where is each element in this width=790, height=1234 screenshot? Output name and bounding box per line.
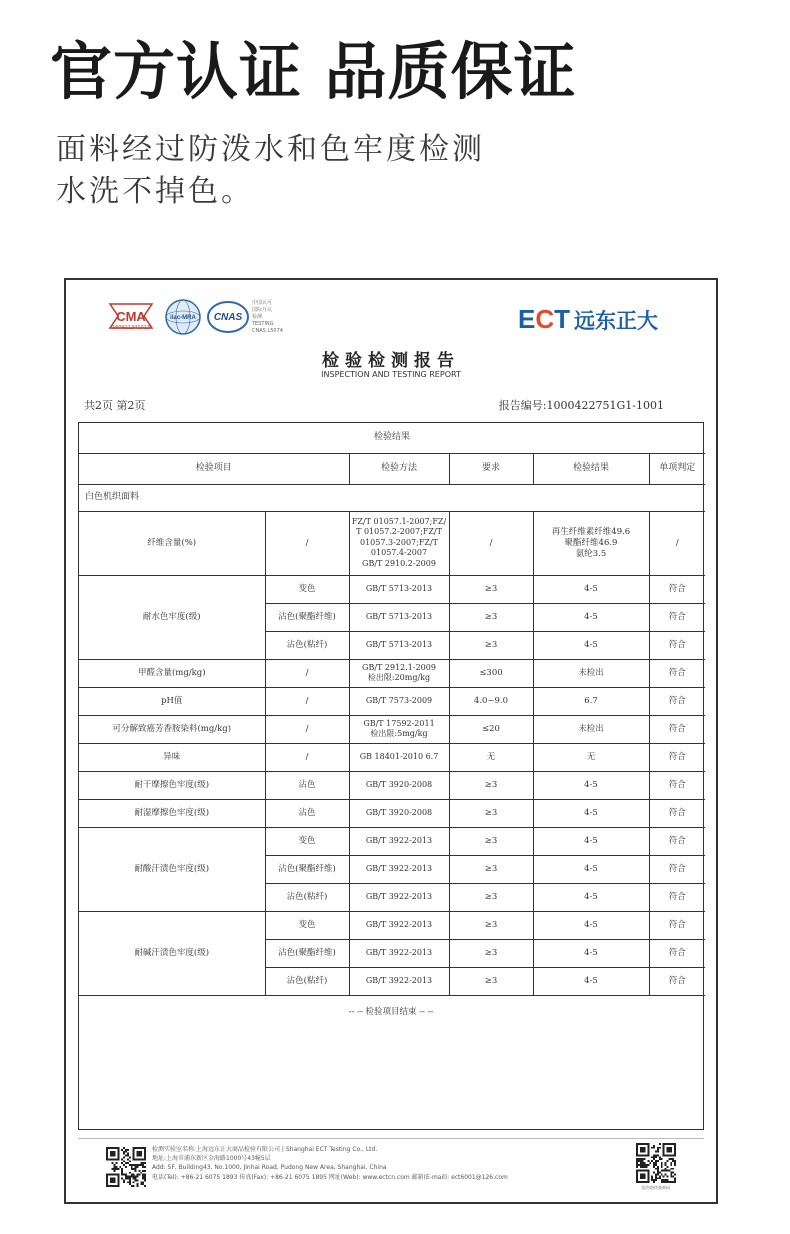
- header-method: 检验方法: [349, 453, 449, 484]
- sub-item-cell: /: [265, 511, 349, 575]
- requirement-cell: ≥3: [449, 883, 533, 911]
- lab-name-line: 检测实验室名称:上海远东正大商品检验有限公司 | Shanghai ECT Testing Co., Ltd.: [152, 1146, 378, 1153]
- result-cell: 4-5: [533, 939, 649, 967]
- sub-item-cell: 变色: [265, 827, 349, 855]
- results-table: [79, 423, 705, 996]
- section-title: 检验结果: [79, 423, 705, 453]
- result-cell: 6.7: [533, 687, 649, 715]
- cnas-logo-icon: [206, 298, 250, 336]
- headline: 官方认证 品质保证: [50, 35, 577, 108]
- requirement-cell: ≥3: [449, 799, 533, 827]
- verdict-cell: 符合: [649, 687, 705, 715]
- requirement-cell: ≥3: [449, 575, 533, 603]
- requirement-cell: ≥3: [449, 827, 533, 855]
- method-cell: GB/T 3922-2013: [349, 855, 449, 883]
- method-cell: GB 18401-2010 6.7: [349, 743, 449, 771]
- item-cell: 可分解致癌芳香胺染料(mg/kg): [79, 715, 265, 743]
- verdict-cell: 符合: [649, 967, 705, 995]
- sub-item-cell: /: [265, 659, 349, 687]
- verdict-cell: 符合: [649, 855, 705, 883]
- sub-item-cell: 沾色(粘纤): [265, 631, 349, 659]
- anti-counterfeit-qr-icon: [636, 1143, 676, 1183]
- result-cell: 未检出: [533, 715, 649, 743]
- verdict-cell: 符合: [649, 575, 705, 603]
- table-row: [79, 799, 705, 827]
- requirement-cell: /: [449, 511, 533, 575]
- table-row: [79, 743, 705, 771]
- requirement-cell: 无: [449, 743, 533, 771]
- result-cell: 4-5: [533, 631, 649, 659]
- requirement-cell: ≥3: [449, 855, 533, 883]
- item-cell: 耐水色牢度(级): [79, 575, 265, 659]
- verdict-cell: 符合: [649, 771, 705, 799]
- method-cell: FZ/T 01057.1-2007;FZ/ T 01057.2-2007;FZ/T 01057.3-2007;FZ/T 01057.4-2007 GB/T 2910.2-2009: [349, 511, 449, 575]
- sub-item-cell: 沾色(聚酯纤维): [265, 939, 349, 967]
- method-cell: GB/T 3920-2008: [349, 771, 449, 799]
- qr-code-icon: [106, 1147, 146, 1187]
- report-title: 检验检测报告: [322, 351, 460, 371]
- header-result: 检验结果: [533, 453, 649, 484]
- lab-address-en: Add: 5F, Building43, No.1000, Jinhai Road, Pudong New Area, Shanghai, China: [152, 1164, 387, 1172]
- verdict-cell: 符合: [649, 911, 705, 939]
- method-cell: GB/T 3922-2013: [349, 827, 449, 855]
- verdict-cell: 符合: [649, 939, 705, 967]
- end-of-items-note: -- -- 检验项目结束 -- --: [348, 1007, 434, 1017]
- verdict-cell: 符合: [649, 799, 705, 827]
- ilac-logo-text: ilac-MRA: [170, 315, 196, 321]
- requirement-cell: ≤20: [449, 715, 533, 743]
- sub-item-cell: 沾色: [265, 799, 349, 827]
- requirement-cell: 4.0~9.0: [449, 687, 533, 715]
- table-row: [79, 827, 705, 855]
- report-title-en: INSPECTION AND TESTING REPORT: [321, 370, 461, 379]
- verdict-cell: 符合: [649, 827, 705, 855]
- lab-address-cn: 地址:上海市浦东新区金海路1000号43幢5层: [152, 1155, 271, 1163]
- cma-logo-text: CMA: [116, 309, 146, 324]
- method-cell: GB/T 3920-2008: [349, 799, 449, 827]
- item-cell: 耐碱汗渍色牢度(级): [79, 911, 265, 995]
- table-row: [79, 659, 705, 687]
- cma-code: 160911341013: [111, 325, 151, 331]
- requirement-cell: ≥3: [449, 911, 533, 939]
- requirement-cell: ≤300: [449, 659, 533, 687]
- results-table-frame: [78, 422, 704, 1130]
- method-cell: GB/T 5713-2013: [349, 631, 449, 659]
- verdict-cell: /: [649, 511, 705, 575]
- sub-item-cell: 变色: [265, 575, 349, 603]
- sub-item-cell: 变色: [265, 911, 349, 939]
- report-footer: [78, 1138, 704, 1194]
- table-row: [79, 575, 705, 603]
- lab-contact-info: [152, 1145, 622, 1182]
- sub-item-cell: 沾色(聚酯纤维): [265, 603, 349, 631]
- method-cell: GB/T 7573-2009: [349, 687, 449, 715]
- subline-2: 水洗不掉色。: [56, 174, 254, 209]
- verdict-cell: 符合: [649, 743, 705, 771]
- header-verdict: 单项判定: [649, 453, 705, 484]
- result-cell: 4-5: [533, 603, 649, 631]
- ilac-mra-logo-icon: [164, 298, 202, 336]
- item-cell: 耐湿摩擦色牢度(级): [79, 799, 265, 827]
- report-number: 报告编号:1000422751G1-1001: [498, 399, 664, 412]
- cnas-accreditation-text: 中国认可 国际互认 检测 TESTING CNAS L5074: [252, 300, 283, 334]
- qr-caption: 报告防伪查询码: [642, 1185, 670, 1190]
- verdict-cell: 符合: [649, 883, 705, 911]
- requirement-cell: ≥3: [449, 939, 533, 967]
- result-cell: 4-5: [533, 771, 649, 799]
- item-cell: 纤维含量(%): [79, 511, 265, 575]
- requirement-cell: ≥3: [449, 771, 533, 799]
- test-report-document: [64, 278, 718, 1204]
- result-cell: 再生纤维素纤维49.6 聚酯纤维46.9 氨纶3.5: [533, 511, 649, 575]
- cnas-logo-text: CNAS: [213, 312, 243, 323]
- item-cell: 甲醛含量(mg/kg): [79, 659, 265, 687]
- result-cell: 4-5: [533, 883, 649, 911]
- item-cell: 耐干摩擦色牢度(级): [79, 771, 265, 799]
- item-cell: 耐酸汗渍色牢度(级): [79, 827, 265, 911]
- material-name: 白色机织面料: [79, 484, 705, 511]
- requirement-cell: ≥3: [449, 603, 533, 631]
- sub-item-cell: /: [265, 687, 349, 715]
- result-cell: 未检出: [533, 659, 649, 687]
- lab-contact-line: 电话(Tel): +86-21 6075 1893 传真(Fax): +86-21 6075 1895 网址(Web): www.ectcn.com 邮箱(E-mail): ect6001@126.com: [152, 1173, 508, 1181]
- method-cell: GB/T 17592-2011 检出限:5mg/kg: [349, 715, 449, 743]
- verdict-cell: 符合: [649, 631, 705, 659]
- table-row: [79, 511, 705, 575]
- item-cell: pH值: [79, 687, 265, 715]
- method-cell: GB/T 3922-2013: [349, 883, 449, 911]
- result-cell: 4-5: [533, 575, 649, 603]
- sub-item-cell: 沾色(粘纤): [265, 883, 349, 911]
- subline-1: 面料经过防泼水和色牢度检测: [56, 132, 485, 167]
- table-row: [79, 771, 705, 799]
- page-info: 共2页 第2页: [84, 399, 146, 412]
- method-cell: GB/T 2912.1-2009 检出限:20mg/kg: [349, 659, 449, 687]
- header-requirement: 要求: [449, 453, 533, 484]
- requirement-cell: ≥3: [449, 967, 533, 995]
- sub-item-cell: 沾色(粘纤): [265, 967, 349, 995]
- sub-item-cell: 沾色: [265, 771, 349, 799]
- table-row: [79, 715, 705, 743]
- verdict-cell: 符合: [649, 715, 705, 743]
- verdict-cell: 符合: [649, 603, 705, 631]
- table-row: [79, 687, 705, 715]
- method-cell: GB/T 3922-2013: [349, 967, 449, 995]
- result-cell: 4-5: [533, 855, 649, 883]
- verdict-cell: 符合: [649, 659, 705, 687]
- item-cell: 异味: [79, 743, 265, 771]
- method-cell: GB/T 3922-2013: [349, 911, 449, 939]
- result-cell: 4-5: [533, 911, 649, 939]
- header-item: 检验项目: [79, 453, 349, 484]
- requirement-cell: ≥3: [449, 631, 533, 659]
- ect-brand-logo: ECT 远东正大: [518, 304, 659, 334]
- method-cell: GB/T 3922-2013: [349, 939, 449, 967]
- method-cell: GB/T 5713-2013: [349, 575, 449, 603]
- result-cell: 4-5: [533, 967, 649, 995]
- sub-item-cell: 沾色(聚酯纤维): [265, 855, 349, 883]
- method-cell: GB/T 5713-2013: [349, 603, 449, 631]
- result-cell: 4-5: [533, 827, 649, 855]
- table-row: [79, 911, 705, 939]
- result-cell: 4-5: [533, 799, 649, 827]
- sub-item-cell: /: [265, 743, 349, 771]
- result-cell: 无: [533, 743, 649, 771]
- sub-item-cell: /: [265, 715, 349, 743]
